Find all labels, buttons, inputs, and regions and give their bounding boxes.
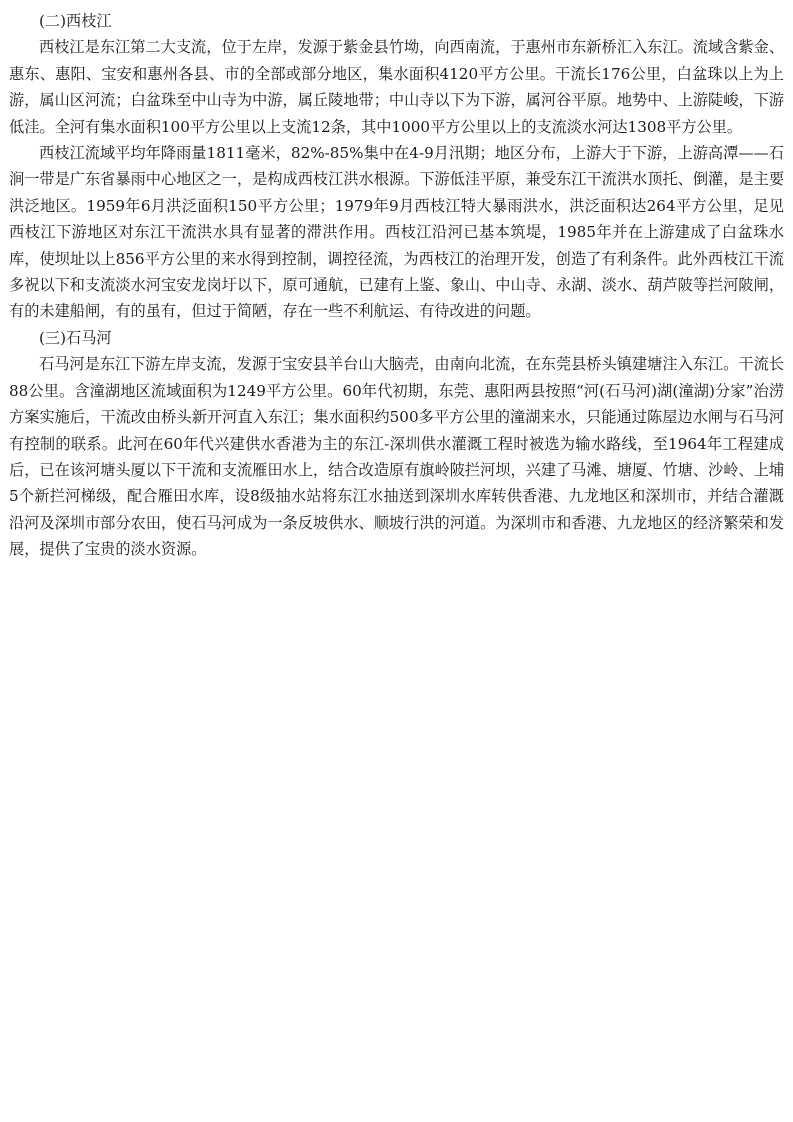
section-heading: (二)西枝江 — [39, 12, 112, 30]
paragraph: 石马河是东江下游左岸支流，发源于宝安县羊台山大脑壳，由南向北流，在东莞县桥头镇建塘注入东江。干流长88公里。含潼湖地区流域面积为1249平方公里。60年代初期，东莞、惠阳两县按照“河(石马河)湖(潼湖)分家”治涝方案实施后，干流改由桥头新开河直入东江；集水面积约500多平方公里的潼湖来水，只能通过陈屋边水闸与石马河有控制的联系。此河在60年代兴建供水香港为主的东江-深圳供水灌溉工程时被选为输水路线，至1964年工程建成后，已在该河塘头厦以下干流和支流雁田水上，结合改造原有旗岭陂拦河坝，兴建了马滩、塘厦、竹塘、沙岭、上埔5个新拦河梯级，配合雁田水库，设8级抽水站将东江水抽送到深圳水库转供香港、九龙地区和深圳市，并结合灌溉沿河及深圳市部分农田，使石马河成为一条反坡供水、顺坡行洪的河道。为深圳市和香港、九龙地区的经济繁荣和发展，提供了宝贵的淡水资源。 — [9, 355, 785, 559]
section-xizhijiang — [9, 8, 784, 325]
paragraph: 西枝江流域平均年降雨量1811毫米，82%-85%集中在4-9月汛期；地区分布，上游大于下游，上游高潭——石涧一带是广东省暴雨中心地区之一，是构成西枝江洪水根源。下游低洼平原，兼受东江干流洪水顶托、倒灌，是主要洪泛地区。1959年6月洪泛面积150平方公里；1979年9月西枝江特大暴雨洪水，洪泛面积达264平方公里，足见西枝江下游地区对东江干流洪水具有显著的滞洪作用。西枝江沿河已基本筑堤，1985年并在上游建成了白盆珠水库，使坝址以上856平方公里的来水得到控制，调控径流，为西枝江的治理开发，创造了有利条件。此外西枝江干流多祝以下和支流淡水河宝安龙岗圩以下，原可通航，已建有上鉴、象山、中山寺、永湖、淡水、葫芦陂等拦河陂闸，有的未建船闸，有的虽有，但过于简陋，存在一些不利航运、有待改进的问题。 — [9, 144, 784, 321]
paragraph: 西枝江是东江第二大支流，位于左岸，发源于紫金县竹坳，向西南流，于惠州市东新桥汇入东江。流域含紫金、惠东、惠阳、宝安和惠州各县、市的全部或部分地区，集水面积4120平方公里。干流长176公里，白盆珠以上为上游，属山区河流；白盆珠至中山寺为中游，属丘陵地带；中山寺以下为下游，属河谷平原。地势中、上游陡峻，下游低洼。全河有集水面积100平方公里以上支流12条，其中1000平方公里以上的支流淡水河达1308平方公里。 — [9, 38, 784, 136]
section-heading: (三)石马河 — [39, 328, 112, 347]
section-shimahe — [9, 325, 784, 563]
